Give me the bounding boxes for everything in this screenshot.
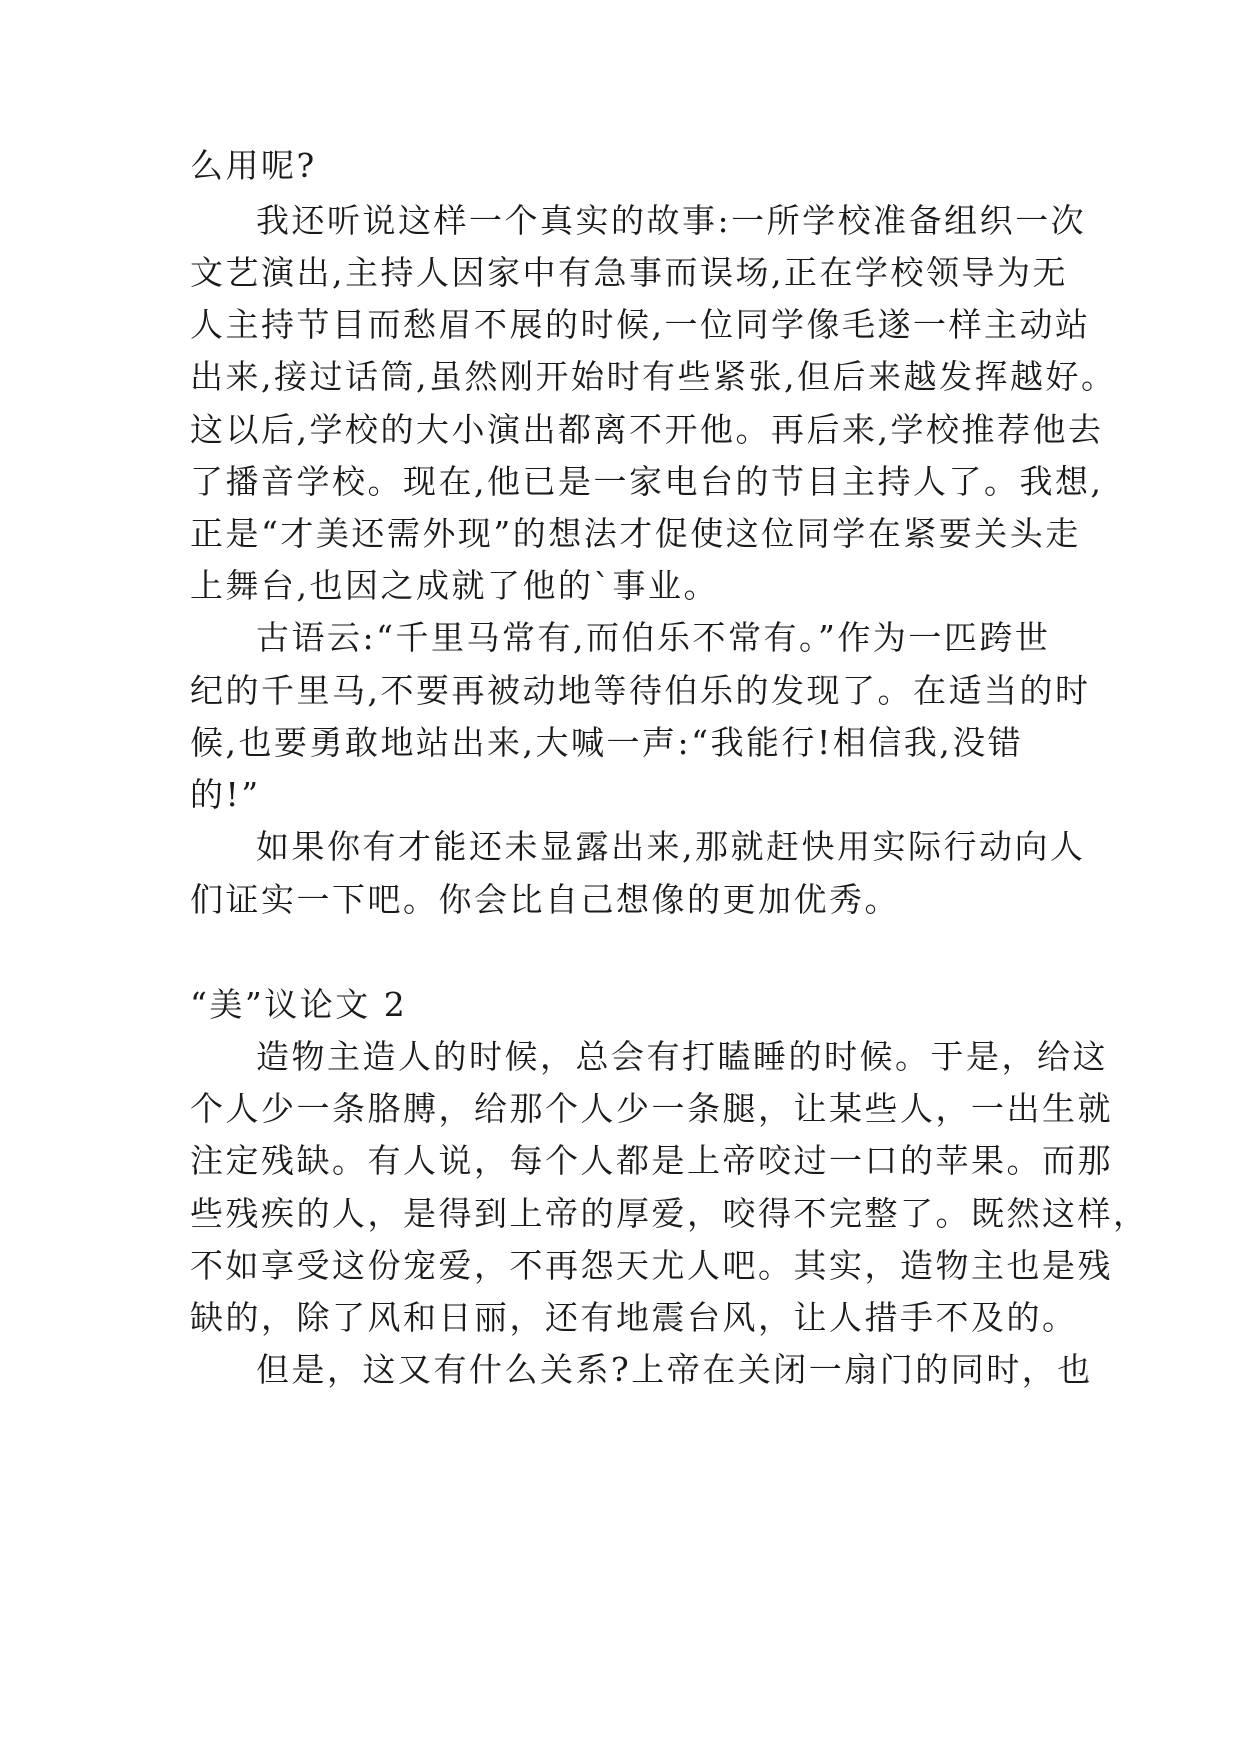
text-line: 些残疾的人，是得到上帝的厚爱，咬得不完整了。既然这样， bbox=[190, 1194, 1149, 1233]
text-line: 文艺演出,主持人因家中有急事而误场,正在学校领导为无 bbox=[190, 253, 1068, 292]
section-heading: “美”议论文 2 bbox=[190, 985, 408, 1024]
paragraph-first-line: 古语云:“千里马常有,而伯乐不常有。”作为一匹跨世 bbox=[256, 618, 1051, 657]
text-line: 了播音学校。现在,他已是一家电台的节目主持人了。我想, bbox=[190, 462, 1104, 501]
text-line: 么用呢? bbox=[190, 146, 317, 185]
text-line: 们证实一下吧。你会比自己想像的更加优秀。 bbox=[190, 880, 900, 919]
text-line: 注定残缺。有人说，每个人都是上帝咬过一口的苹果。而那 bbox=[190, 1141, 1113, 1180]
text-line: 纪的千里马,不要再被动地等待伯乐的发现了。在适当的时 bbox=[190, 671, 1091, 710]
text-line: 人主持节目而愁眉不展的时候,一位同学像毛遂一样主动站 bbox=[190, 305, 1091, 344]
text-line: 上舞台,也因之成就了他的`事业。 bbox=[190, 566, 719, 605]
text-line: 这以后,学校的大小演出都离不开他。再后来,学校推荐他去 bbox=[190, 410, 1104, 449]
text-line: 出来,接过话筒,虽然刚开始时有些紧张,但后来越发挥越好。 bbox=[190, 357, 1117, 396]
text-line: 的!” bbox=[190, 775, 261, 814]
text-line: 正是“才美还需外现”的想法才促使这位同学在紧要关头走 bbox=[190, 514, 1081, 553]
paragraph-first-line: 我还听说这样一个真实的故事:一所学校准备组织一次 bbox=[256, 201, 1087, 240]
paragraph-first-line: 造物主造人的时候，总会有打瞌睡的时候。于是，给这 bbox=[256, 1037, 1108, 1076]
text-line: 候,也要勇敢地站出来,大喊一声:“我能行!相信我,没错 bbox=[190, 723, 1024, 762]
text-line: 缺的，除了风和日丽，还有地震台风，让人措手不及的。 bbox=[190, 1298, 1078, 1337]
paragraph-first-line: 如果你有才能还未显露出来,那就赶快用实际行动向人 bbox=[256, 827, 1086, 866]
text-line: 个人少一条胳膊，给那个人少一条腿，让某些人，一出生就 bbox=[190, 1089, 1113, 1128]
text-line: 不如享受这份宠爱，不再怨天尤人吧。其实，造物主也是残 bbox=[190, 1246, 1113, 1285]
paragraph-first-line: 但是，这又有什么关系?上帝在关闭一扇门的同时，也 bbox=[256, 1350, 1093, 1389]
